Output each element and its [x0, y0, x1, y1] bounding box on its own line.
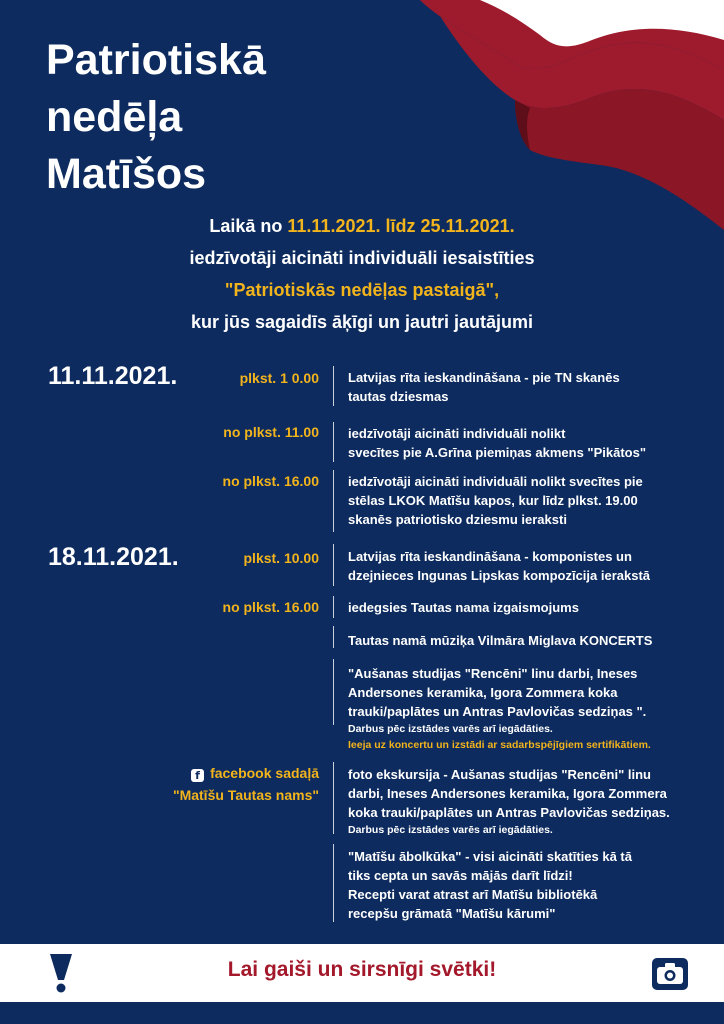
- day2-event-2-desc: [348, 598, 716, 617]
- exhibition-small-note: Darbus pēc izstādes varēs arī iegādāties.: [348, 723, 553, 735]
- desc-line: Recepti varat atrast arī Matīšu bibliotēkā: [348, 887, 598, 902]
- desc-line: Andersones keramika, Igora Zommera koka: [348, 685, 618, 700]
- title-line-1: Patriotiskā: [46, 36, 266, 84]
- desc-line: iedzīvotāji aicināti individuāli nolikt: [348, 426, 566, 441]
- desc-line: koka trauki/paplātes un Antras Pavlovičas sedziņas.: [348, 805, 670, 820]
- day2-date: 18.11.2021.: [48, 543, 179, 571]
- desc-line: foto ekskursija - Aušanas studijas "Rencēni" linu: [348, 767, 651, 782]
- intro-line-1: [0, 210, 724, 242]
- poster-title: [46, 32, 266, 203]
- desc-line: stēlas LKOK Matīšu kapos, kur līdz plkst. 19.00: [348, 493, 638, 508]
- desc-line: iedzīvotāji aicināti individuāli nolikt svecītes pie: [348, 474, 643, 489]
- desc-line: Latvijas rīta ieskandināšana - pie TN skanēs: [348, 370, 620, 385]
- day2-event-1-time: plkst. 10.00: [243, 550, 319, 566]
- divider: [333, 762, 334, 834]
- desc-line: "Matīšu ābolkūka" - visi aicināti skatīties kā tā: [348, 849, 632, 864]
- desc-line: Latvijas rīta ieskandināšana - komponistes un: [348, 549, 632, 564]
- desc-line: tiks cepta un savās mājās darīt līdzi!: [348, 868, 573, 883]
- camera-icon: [652, 958, 688, 990]
- desc-line: iedegsies Tautas nama izgaismojums: [348, 600, 579, 615]
- desc-line: skanēs patriotisko dziesmu ieraksti: [348, 512, 567, 527]
- intro-dates: 11.11.2021. līdz 25.11.2021.: [287, 216, 515, 236]
- exhibition-entry-note: Ieeja uz koncertu un izstādi ar sadarbspējīgiem sertifikātiem.: [348, 739, 651, 751]
- footer-bottom-strip: [0, 1002, 724, 1024]
- photo-small-note: Darbus pēc izstādes varēs arī iegādāties.: [348, 824, 553, 836]
- facebook-line-1: [173, 762, 319, 784]
- day1-event-1-desc: [348, 368, 716, 406]
- desc-line: trauki/paplātes un Antras Pavlovičas sedziņas ".: [348, 704, 647, 719]
- facebook-line-2: "Matīšu Tautas nams": [172, 787, 319, 803]
- divider: [333, 544, 334, 586]
- intro-line-4: kur jūs sagaidīs āķīgi un jautri jautājumi: [190, 312, 534, 332]
- divider: [333, 470, 334, 532]
- day2-event-1-desc: [348, 547, 716, 585]
- desc-line: svecītes pie A.Grīna piemiņas akmens "Pikātos": [348, 445, 646, 460]
- facebook-section-label: [173, 762, 319, 806]
- intro-text: [0, 210, 724, 338]
- concert-desc: Tautas namā mūziķa Vilmāra Miglava KONCERTS: [348, 633, 653, 648]
- apple-cake-desc: [348, 847, 716, 923]
- day2-event-2-time: no plkst. 16.00: [222, 599, 319, 615]
- facebook-line-1-text: facebook sadaļā: [210, 765, 319, 781]
- photo-excursion-desc: [348, 765, 716, 838]
- day1-event-2-desc: [348, 424, 716, 462]
- divider: [333, 422, 334, 462]
- intro-line-3: "Patriotiskās nedēļas pastaigā",: [224, 280, 500, 300]
- desc-line: darbi, Ineses Andersones keramika, Igora Zommera: [348, 786, 667, 801]
- day1-event-1-time: plkst. 1 0.00: [239, 370, 319, 386]
- divider: [333, 844, 334, 922]
- intro-line-1-prefix: Laikā no: [209, 216, 288, 236]
- exhibition-desc: [348, 664, 716, 753]
- desc-line: recepšu grāmatā "Matīšu kārumi": [348, 906, 556, 921]
- latvian-flag: [330, 0, 724, 230]
- divider: [333, 626, 334, 648]
- day1-event-2-time: no plkst. 11.00: [223, 424, 319, 440]
- facebook-icon: f: [191, 769, 204, 782]
- desc-line: dzejnieces Ingunas Lipskas kompozīcija ierakstā: [348, 568, 651, 583]
- slogan: Lai gaiši un sirsnīgi svētki!: [227, 958, 497, 981]
- divider: [333, 366, 334, 406]
- divider: [333, 596, 334, 618]
- desc-line: tautas dziesmas: [348, 389, 449, 404]
- title-line-3: Matīšos: [46, 150, 207, 198]
- day1-date: 11.11.2021.: [48, 362, 178, 390]
- day1-event-3-desc: [348, 472, 716, 529]
- divider: [333, 659, 334, 725]
- desc-line: "Aušanas studijas "Rencēni" linu darbi, Ineses: [348, 666, 638, 681]
- footer-band: [0, 944, 724, 1002]
- title-line-2: nedēļa: [46, 93, 183, 141]
- day1-event-3-time: no plkst. 16.00: [222, 473, 319, 489]
- intro-line-2: iedzīvotāji aicināti individuāli iesaistīties: [189, 248, 535, 268]
